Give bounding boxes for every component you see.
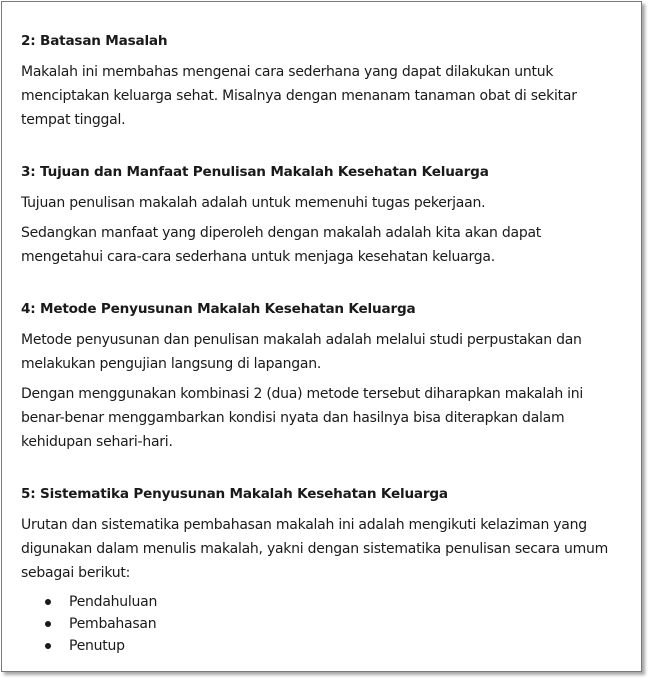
paragraph: Tujuan penulisan makalah adalah untuk memenuhi tugas pekerjaan. xyxy=(21,195,486,211)
list-item xyxy=(21,591,626,613)
section-heading: 5: Sistematika Penyusunan Makalah Kesehatan Keluarga xyxy=(21,486,448,502)
list-item xyxy=(21,635,626,657)
bullet-list xyxy=(21,591,626,657)
list-item-label: Pendahuluan xyxy=(69,594,158,610)
paragraph: Metode penyusunan dan penulisan makalah adalah melalui studi perpustakan dan melakukan pengujian langsung di lapangan. xyxy=(21,332,582,372)
bullet-icon xyxy=(45,599,51,605)
section-heading: 2: Batasan Masalah xyxy=(21,33,168,49)
paragraph: Makalah ini membahas mengenai cara sederhana yang dapat dilakukan untuk menciptakan keluarga sehat. Misalnya dengan menanam tanaman obat di sekitar tempat tinggal. xyxy=(21,64,577,128)
section-heading: 3: Tujuan dan Manfaat Penulisan Makalah Kesehatan Keluarga xyxy=(21,164,489,180)
list-item-label: Penutup xyxy=(69,638,125,654)
document-frame xyxy=(1,1,642,672)
paragraph: Dengan menggunakan kombinasi 2 (dua) metode tersebut diharapkan makalah ini benar-benar menggambarkan kondisi nyata dan hasilnya bisa diterapkan dalam kehidupan sehari-hari. xyxy=(21,386,584,450)
section-tujuan-manfaat xyxy=(21,160,626,269)
bullet-icon xyxy=(45,621,51,627)
document-body xyxy=(21,29,626,685)
section-metode-penyusunan xyxy=(21,297,626,454)
list-item-label: Pembahasan xyxy=(69,616,157,632)
section-sistematika xyxy=(21,482,626,657)
paragraph: Sedangkan manfaat yang diperoleh dengan makalah adalah kita akan dapat mengetahui cara-cara sederhana untuk menjaga kesehatan keluarga. xyxy=(21,225,542,265)
paragraph: Urutan dan sistematika pembahasan makalah ini adalah mengikuti kelaziman yang digunakan dalam menulis makalah, yakni dengan sistematika penulisan secara umum sebagai berikut: xyxy=(21,517,609,581)
bullet-icon xyxy=(45,643,51,649)
section-heading: 4: Metode Penyusunan Makalah Kesehatan Keluarga xyxy=(21,301,416,317)
section-batasan-masalah xyxy=(21,29,626,132)
list-item xyxy=(21,613,626,635)
